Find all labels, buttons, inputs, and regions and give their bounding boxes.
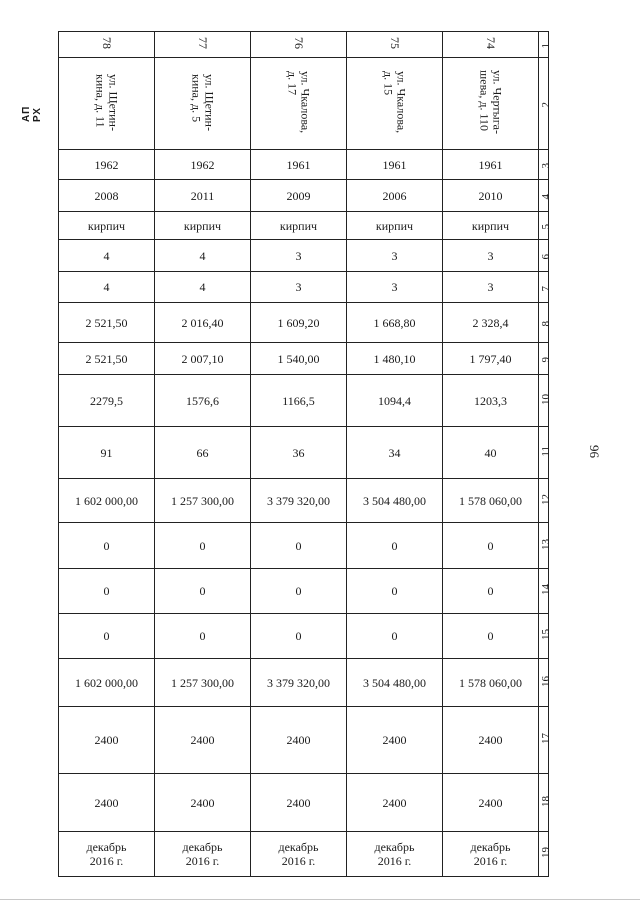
column-number: 8: [540, 321, 552, 327]
house-number-cell: [155, 32, 251, 58]
value-cell: [251, 375, 347, 427]
column-number-cell: [539, 427, 552, 479]
value-cell: [443, 212, 539, 240]
cell-value: 2 007,10: [181, 351, 224, 366]
value-cell: [347, 479, 443, 523]
house-address: ул. Чертыга- шева, д. 110: [477, 70, 505, 134]
value-cell: [443, 427, 539, 479]
value-cell: [347, 523, 443, 569]
column-number: 4: [540, 194, 552, 200]
value-cell: [251, 659, 347, 707]
table-row: [59, 180, 549, 212]
value-cell: [347, 240, 443, 272]
column-number-cell: [539, 707, 552, 774]
cell-value: 0: [103, 538, 110, 553]
cell-value: 2400: [382, 733, 407, 747]
value-cell: [347, 832, 443, 877]
value-cell: [443, 303, 539, 343]
column-number-cell: [539, 774, 552, 832]
value-cell: [251, 180, 347, 212]
cell-value: 3: [487, 280, 494, 294]
value-cell: [443, 774, 539, 832]
column-number-cell: [539, 180, 552, 212]
value-cell: [155, 659, 251, 707]
value-cell: [155, 479, 251, 523]
cell-value: 91: [100, 445, 113, 460]
value-cell: [59, 614, 155, 659]
column-number: 5: [540, 224, 552, 230]
cell-value: 1 609,20: [277, 315, 320, 330]
value-cell: [251, 343, 347, 375]
column-number: 10: [540, 393, 552, 405]
column-number: 2: [540, 102, 552, 108]
cell-value: 2 521,50: [85, 315, 128, 330]
value-cell: [251, 569, 347, 614]
cell-value: 0: [199, 584, 206, 598]
cell-value: 3: [487, 248, 494, 263]
cell-value: 0: [199, 629, 206, 643]
cell-value: 1 797,40: [469, 351, 512, 366]
column-number: 3: [540, 163, 552, 169]
column-number: 15: [540, 629, 552, 640]
house-number: 75: [388, 37, 402, 49]
cell-value: 1 480,10: [373, 351, 416, 366]
column-number-cell: [539, 614, 552, 659]
cell-value: 1961: [286, 157, 311, 172]
address-cell: [251, 58, 347, 150]
value-cell: [155, 614, 251, 659]
table-row: [59, 240, 549, 272]
column-number: 9: [540, 357, 552, 363]
value-cell: [347, 150, 443, 180]
cell-value: 2400: [94, 795, 119, 810]
value-cell: [347, 303, 443, 343]
cell-value: 1166,5: [282, 393, 315, 408]
cell-value: кирпич: [183, 218, 222, 233]
value-cell: [59, 427, 155, 479]
value-cell: [251, 272, 347, 303]
cell-value: 2 521,50: [85, 351, 128, 366]
table-row: [59, 707, 549, 774]
value-cell: [347, 343, 443, 375]
cell-value: 3: [295, 248, 302, 263]
cell-value: кирпич: [279, 218, 318, 233]
value-cell: [347, 375, 443, 427]
cell-value: 2400: [94, 733, 119, 747]
cell-value: декабрь 2016 г.: [86, 840, 127, 868]
cell-value: 2400: [190, 795, 215, 810]
column-number-cell: [539, 659, 552, 707]
value-cell: [251, 150, 347, 180]
value-cell: [59, 150, 155, 180]
value-cell: [59, 375, 155, 427]
cell-value: 2011: [190, 188, 215, 203]
value-cell: [251, 523, 347, 569]
value-cell: [155, 375, 251, 427]
cell-value: 2 328,4: [472, 315, 509, 330]
value-cell: [155, 523, 251, 569]
value-cell: [59, 343, 155, 375]
column-number-cell: [539, 58, 552, 150]
cell-value: 2400: [478, 795, 503, 810]
table-row: [59, 523, 549, 569]
cell-value: 0: [103, 629, 110, 643]
cell-value: 1576,6: [186, 393, 219, 408]
column-number: 6: [540, 254, 552, 260]
cell-value: 1962: [94, 157, 119, 172]
cell-value: 2010: [478, 188, 503, 203]
value-cell: [59, 212, 155, 240]
cell-value: кирпич: [471, 218, 510, 233]
value-cell: [155, 303, 251, 343]
cell-value: 1 602 000,00: [75, 675, 138, 690]
cell-value: 1 540,00: [277, 351, 320, 366]
column-number-cell: [539, 523, 552, 569]
column-number-cell: [539, 375, 552, 427]
table-row: [59, 569, 549, 614]
cell-value: 0: [391, 629, 398, 643]
house-address: ул. Щетин- кина, д. 11: [93, 73, 121, 131]
column-number-cell: [539, 303, 552, 343]
value-cell: [59, 569, 155, 614]
house-number-cell: [251, 32, 347, 58]
column-number-cell: [539, 479, 552, 523]
column-number: 7: [540, 285, 552, 291]
cell-value: 3 379 320,00: [267, 493, 330, 508]
value-cell: [155, 212, 251, 240]
value-cell: [251, 614, 347, 659]
table-row: [59, 375, 549, 427]
column-number-cell: [539, 212, 552, 240]
bottom-divider: [0, 899, 640, 900]
value-cell: [155, 343, 251, 375]
house-number-cell: [347, 32, 443, 58]
column-number: 18: [540, 795, 552, 807]
page-number: 96: [587, 444, 602, 458]
table-row: [59, 659, 549, 707]
column-number: 11: [540, 445, 552, 457]
value-cell: [347, 659, 443, 707]
value-cell: [443, 832, 539, 877]
cell-value: 0: [487, 538, 494, 553]
value-cell: [59, 272, 155, 303]
cell-value: 66: [196, 445, 209, 460]
column-number: 13: [540, 538, 552, 550]
cell-value: 2279,5: [90, 393, 123, 408]
cell-value: 4: [103, 280, 110, 294]
value-cell: [251, 774, 347, 832]
value-cell: [443, 150, 539, 180]
cell-value: 2 016,40: [181, 315, 224, 330]
table-row: [59, 479, 549, 523]
value-cell: [443, 479, 539, 523]
value-cell: [251, 212, 347, 240]
table-row: [59, 343, 549, 375]
table-row: [59, 272, 549, 303]
value-cell: [155, 569, 251, 614]
value-cell: [443, 180, 539, 212]
value-cell: [443, 569, 539, 614]
cell-value: 1 578 060,00: [459, 493, 522, 508]
house-number: 76: [292, 37, 306, 49]
cell-value: 4: [199, 248, 206, 263]
cell-value: 3: [391, 280, 398, 294]
value-cell: [59, 303, 155, 343]
address-cell: [59, 58, 155, 150]
column-number: 17: [540, 733, 552, 744]
cell-value: 1 257 300,00: [171, 493, 234, 508]
cell-value: 0: [487, 629, 494, 643]
column-number: 19: [540, 847, 552, 858]
cell-value: 3: [295, 280, 302, 294]
value-cell: [59, 240, 155, 272]
table-row: [59, 427, 549, 479]
cell-value: 36: [292, 445, 305, 460]
value-cell: [347, 774, 443, 832]
cell-value: 0: [391, 538, 398, 553]
column-number-cell: [539, 832, 552, 877]
cell-value: 1 602 000,00: [75, 493, 138, 508]
value-cell: [59, 479, 155, 523]
address-cell: [443, 58, 539, 150]
value-cell: [443, 614, 539, 659]
cell-value: 40: [484, 445, 497, 460]
house-address: ул. Чкалова, д. 15: [381, 70, 409, 134]
column-number-cell: [539, 343, 552, 375]
value-cell: [347, 569, 443, 614]
cell-value: 0: [295, 538, 302, 553]
column-number: 16: [540, 675, 552, 687]
value-cell: [155, 240, 251, 272]
value-cell: [251, 303, 347, 343]
table-row: [59, 32, 549, 58]
cell-value: 3 504 480,00: [363, 675, 426, 690]
cell-value: 0: [487, 584, 494, 598]
value-cell: [59, 659, 155, 707]
cell-value: 2008: [94, 188, 119, 203]
house-address: ул. Чкалова, д. 17: [285, 70, 313, 134]
table-row: [59, 303, 549, 343]
cell-value: декабрь 2016 г.: [278, 840, 319, 868]
cell-value: 2006: [382, 188, 407, 203]
address-cell: [347, 58, 443, 150]
cell-value: 1094,4: [378, 393, 411, 408]
table-row: [59, 774, 549, 832]
value-cell: [155, 180, 251, 212]
cell-value: 4: [103, 248, 110, 263]
cell-value: декабрь 2016 г.: [470, 840, 511, 868]
address-cell: [155, 58, 251, 150]
house-address: ул. Щетин- кина, д. 5: [189, 73, 217, 131]
cell-value: 1 257 300,00: [171, 675, 234, 690]
house-number: 77: [196, 37, 210, 49]
cell-value: кирпич: [87, 218, 126, 233]
value-cell: [251, 707, 347, 774]
house-number: 78: [100, 37, 114, 49]
value-cell: [155, 832, 251, 877]
cell-value: 0: [391, 584, 398, 598]
cell-value: декабрь 2016 г.: [182, 840, 223, 868]
cell-value: 0: [199, 538, 206, 553]
column-number-cell: [539, 150, 552, 180]
table-row: [59, 212, 549, 240]
table-row: [59, 58, 549, 150]
house-number-cell: [443, 32, 539, 58]
cell-value: 34: [388, 445, 401, 460]
value-cell: [251, 479, 347, 523]
cell-value: 2400: [286, 795, 311, 810]
cell-value: 3 379 320,00: [267, 675, 330, 690]
value-cell: [347, 707, 443, 774]
value-cell: [443, 707, 539, 774]
value-cell: [59, 832, 155, 877]
value-cell: [155, 774, 251, 832]
house-number: 74: [484, 37, 498, 49]
value-cell: [251, 240, 347, 272]
cell-value: 1961: [478, 157, 503, 172]
value-cell: [59, 523, 155, 569]
cell-value: 4: [199, 280, 206, 294]
value-cell: [443, 272, 539, 303]
cell-value: 1961: [382, 157, 407, 172]
value-cell: [443, 659, 539, 707]
cell-value: 0: [295, 629, 302, 643]
cell-value: 2400: [286, 733, 311, 747]
house-number-cell: [59, 32, 155, 58]
cell-value: 3 504 480,00: [363, 493, 426, 508]
cell-value: 2400: [190, 733, 215, 747]
cell-value: кирпич: [375, 218, 414, 233]
cell-value: 2009: [286, 188, 311, 203]
value-cell: [443, 523, 539, 569]
column-number: 1: [540, 43, 552, 49]
value-cell: [443, 240, 539, 272]
value-cell: [59, 774, 155, 832]
value-cell: [443, 343, 539, 375]
value-cell: [347, 427, 443, 479]
value-cell: [59, 180, 155, 212]
cell-value: декабрь 2016 г.: [374, 840, 415, 868]
table-row: [59, 614, 549, 659]
value-cell: [347, 614, 443, 659]
column-number-cell: [539, 272, 552, 303]
cell-value: 1203,3: [474, 393, 507, 408]
cell-value: 0: [103, 584, 110, 598]
cell-value: 2400: [382, 795, 407, 810]
value-cell: [155, 427, 251, 479]
value-cell: [155, 272, 251, 303]
value-cell: [347, 272, 443, 303]
value-cell: [155, 707, 251, 774]
cell-value: 1 668,80: [373, 315, 416, 330]
value-cell: [251, 832, 347, 877]
column-number-cell: [539, 240, 552, 272]
column-number: 14: [540, 584, 552, 595]
value-cell: [443, 375, 539, 427]
column-number-cell: [539, 32, 552, 58]
value-cell: [251, 427, 347, 479]
table-row: [59, 150, 549, 180]
cell-value: 2400: [478, 733, 503, 747]
value-cell: [347, 212, 443, 240]
column-number-cell: [539, 569, 552, 614]
cell-value: 3: [391, 248, 398, 263]
column-number: 12: [540, 493, 552, 505]
table-row: [59, 832, 549, 877]
archive-stamp: АП РХ: [21, 105, 43, 122]
value-cell: [59, 707, 155, 774]
cell-value: 0: [295, 584, 302, 598]
value-cell: [347, 180, 443, 212]
cell-value: 1 578 060,00: [459, 675, 522, 690]
value-cell: [155, 150, 251, 180]
housing-table: [58, 31, 552, 877]
cell-value: 1962: [190, 157, 215, 172]
